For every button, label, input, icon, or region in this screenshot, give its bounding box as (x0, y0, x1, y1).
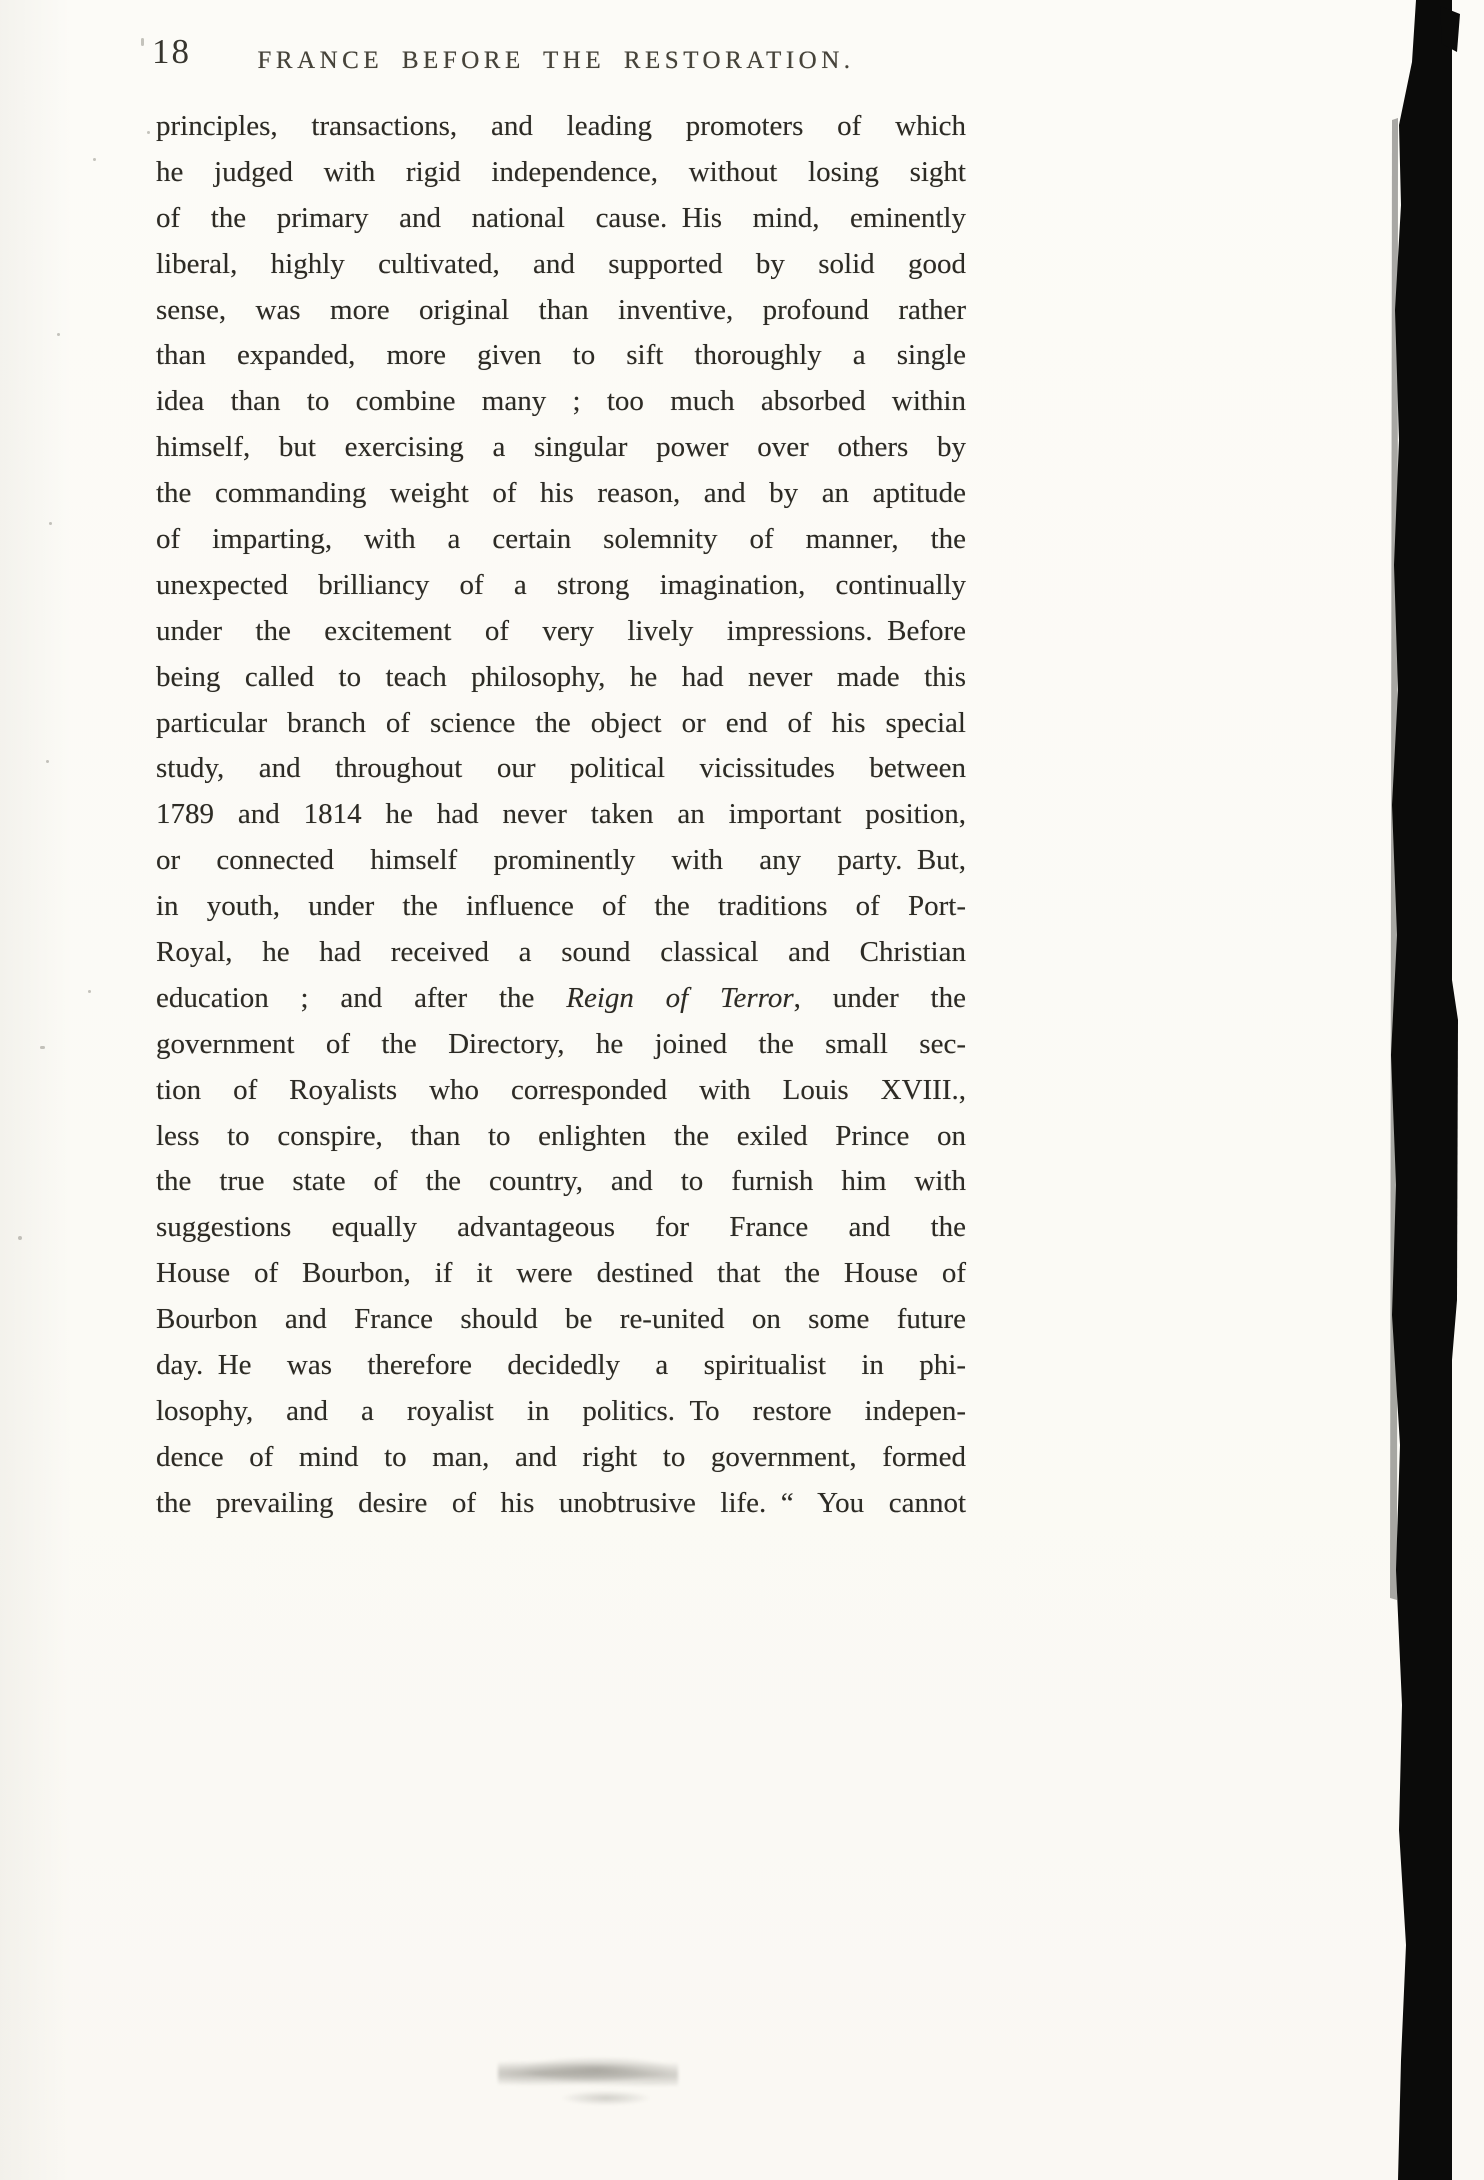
text-segment: being called to teach philosophy, he had never made this (156, 660, 966, 693)
text-segment: under the excitement of very lively impressions. Before (156, 614, 966, 647)
text-line (156, 150, 966, 196)
text-line (156, 1022, 966, 1068)
text-line (156, 104, 966, 150)
text-line (156, 1205, 966, 1251)
text-line (156, 976, 966, 1022)
scan-speck (141, 38, 144, 46)
text-line (156, 1251, 966, 1297)
text-line (156, 471, 966, 517)
scan-speck (88, 990, 91, 993)
text-line (156, 1481, 966, 1527)
text-line (156, 701, 966, 747)
running-title: FRANCE BEFORE THE RESTORATION. (257, 47, 855, 74)
text-segment: tion of Royalists who corresponded with Louis XVIII., (156, 1073, 966, 1106)
text-segment: particular branch of science the object or end of his special (156, 706, 966, 739)
text-segment: idea than to combine many ; too much absorbed within (156, 385, 966, 418)
text-segment: education ; and after the (156, 981, 567, 1014)
text-segment: sense, was more original than inventive, profound rather (156, 293, 966, 326)
italic-text: Reign of Terror (566, 981, 794, 1014)
text-segment: principles, transactions, and leading promoters of which (156, 110, 966, 142)
text-line (156, 746, 966, 792)
text-segment: House of Bourbon, if it were destined that the House of (156, 1257, 966, 1290)
text-segment: day. He was therefore decidedly a spiritualist in phi- (156, 1349, 966, 1382)
text-line (156, 655, 966, 701)
text-segment: , under the (793, 981, 966, 1014)
scan-speck (93, 158, 96, 161)
scan-speck (18, 1236, 22, 1240)
text-segment: the prevailing desire of his unobtrusive life. “ You cannot (156, 1486, 966, 1519)
scan-edge-band (1354, 0, 1484, 2180)
text-segment: government of the Directory, he joined the small sec- (156, 1027, 966, 1060)
text-line (156, 196, 966, 242)
text-line (156, 1389, 966, 1435)
text-line (156, 333, 966, 379)
text-segment: than expanded, more given to sift thoroughly a single (156, 339, 966, 372)
scan-speck (49, 522, 52, 525)
text-segment: or connected himself prominently with any party. But, (156, 844, 966, 877)
text-line (156, 517, 966, 563)
text-line (156, 425, 966, 471)
text-segment: 1789 and 1814 he had never taken an important position, (156, 798, 966, 831)
text-line (156, 1343, 966, 1389)
text-line (156, 1159, 966, 1205)
page-number: 18 (152, 32, 191, 71)
text-line (156, 884, 966, 930)
scan-speck (147, 131, 150, 134)
text-line (156, 242, 966, 288)
text-line (156, 792, 966, 838)
text-line (156, 1114, 966, 1160)
text-segment: suggestions equally advantageous for France and the (156, 1211, 966, 1244)
scan-speck (40, 1046, 45, 1049)
text-segment: himself, but exercising a singular power over others by (156, 431, 966, 464)
text-segment: less to conspire, than to enlighten the exiled Prince on (156, 1119, 966, 1152)
text-line (156, 930, 966, 976)
text-line (156, 1435, 966, 1481)
text-segment: the commanding weight of his reason, and by an aptitude (156, 477, 966, 510)
text-line (156, 1068, 966, 1114)
text-line (156, 379, 966, 425)
text-line (156, 1297, 966, 1343)
body-text (156, 104, 966, 1527)
text-segment: Bourbon and France should be re-united on some future (156, 1303, 966, 1336)
text-segment: of imparting, with a certain solemnity of manner, the (156, 523, 966, 556)
text-line (156, 609, 966, 655)
text-segment: he judged with rigid independence, without losing sight (156, 155, 966, 188)
text-line (156, 563, 966, 609)
text-segment: dence of mind to man, and right to government, formed (156, 1440, 966, 1473)
scan-speck (46, 760, 49, 763)
text-segment: in youth, under the influence of the traditions of Port- (156, 890, 966, 923)
text-segment: liberal, highly cultivated, and supported by solid good (156, 247, 966, 280)
text-line (156, 838, 966, 884)
text-segment: Royal, he had received a sound classical and Christian (156, 936, 966, 969)
text-segment: study, and throughout our political vicissitudes between (156, 752, 966, 785)
text-segment: unexpected brilliancy of a strong imagination, continually (156, 568, 966, 601)
scan-speck (57, 333, 60, 336)
text-segment: of the primary and national cause. His mind, eminently (156, 201, 966, 234)
text-segment: losophy, and a royalist in politics. To restore indepen- (156, 1394, 966, 1427)
text-segment: the true state of the country, and to furnish him with (156, 1165, 966, 1198)
scan-smudge (556, 2090, 656, 2106)
text-line (156, 288, 966, 334)
scan-smudge (498, 2058, 678, 2086)
